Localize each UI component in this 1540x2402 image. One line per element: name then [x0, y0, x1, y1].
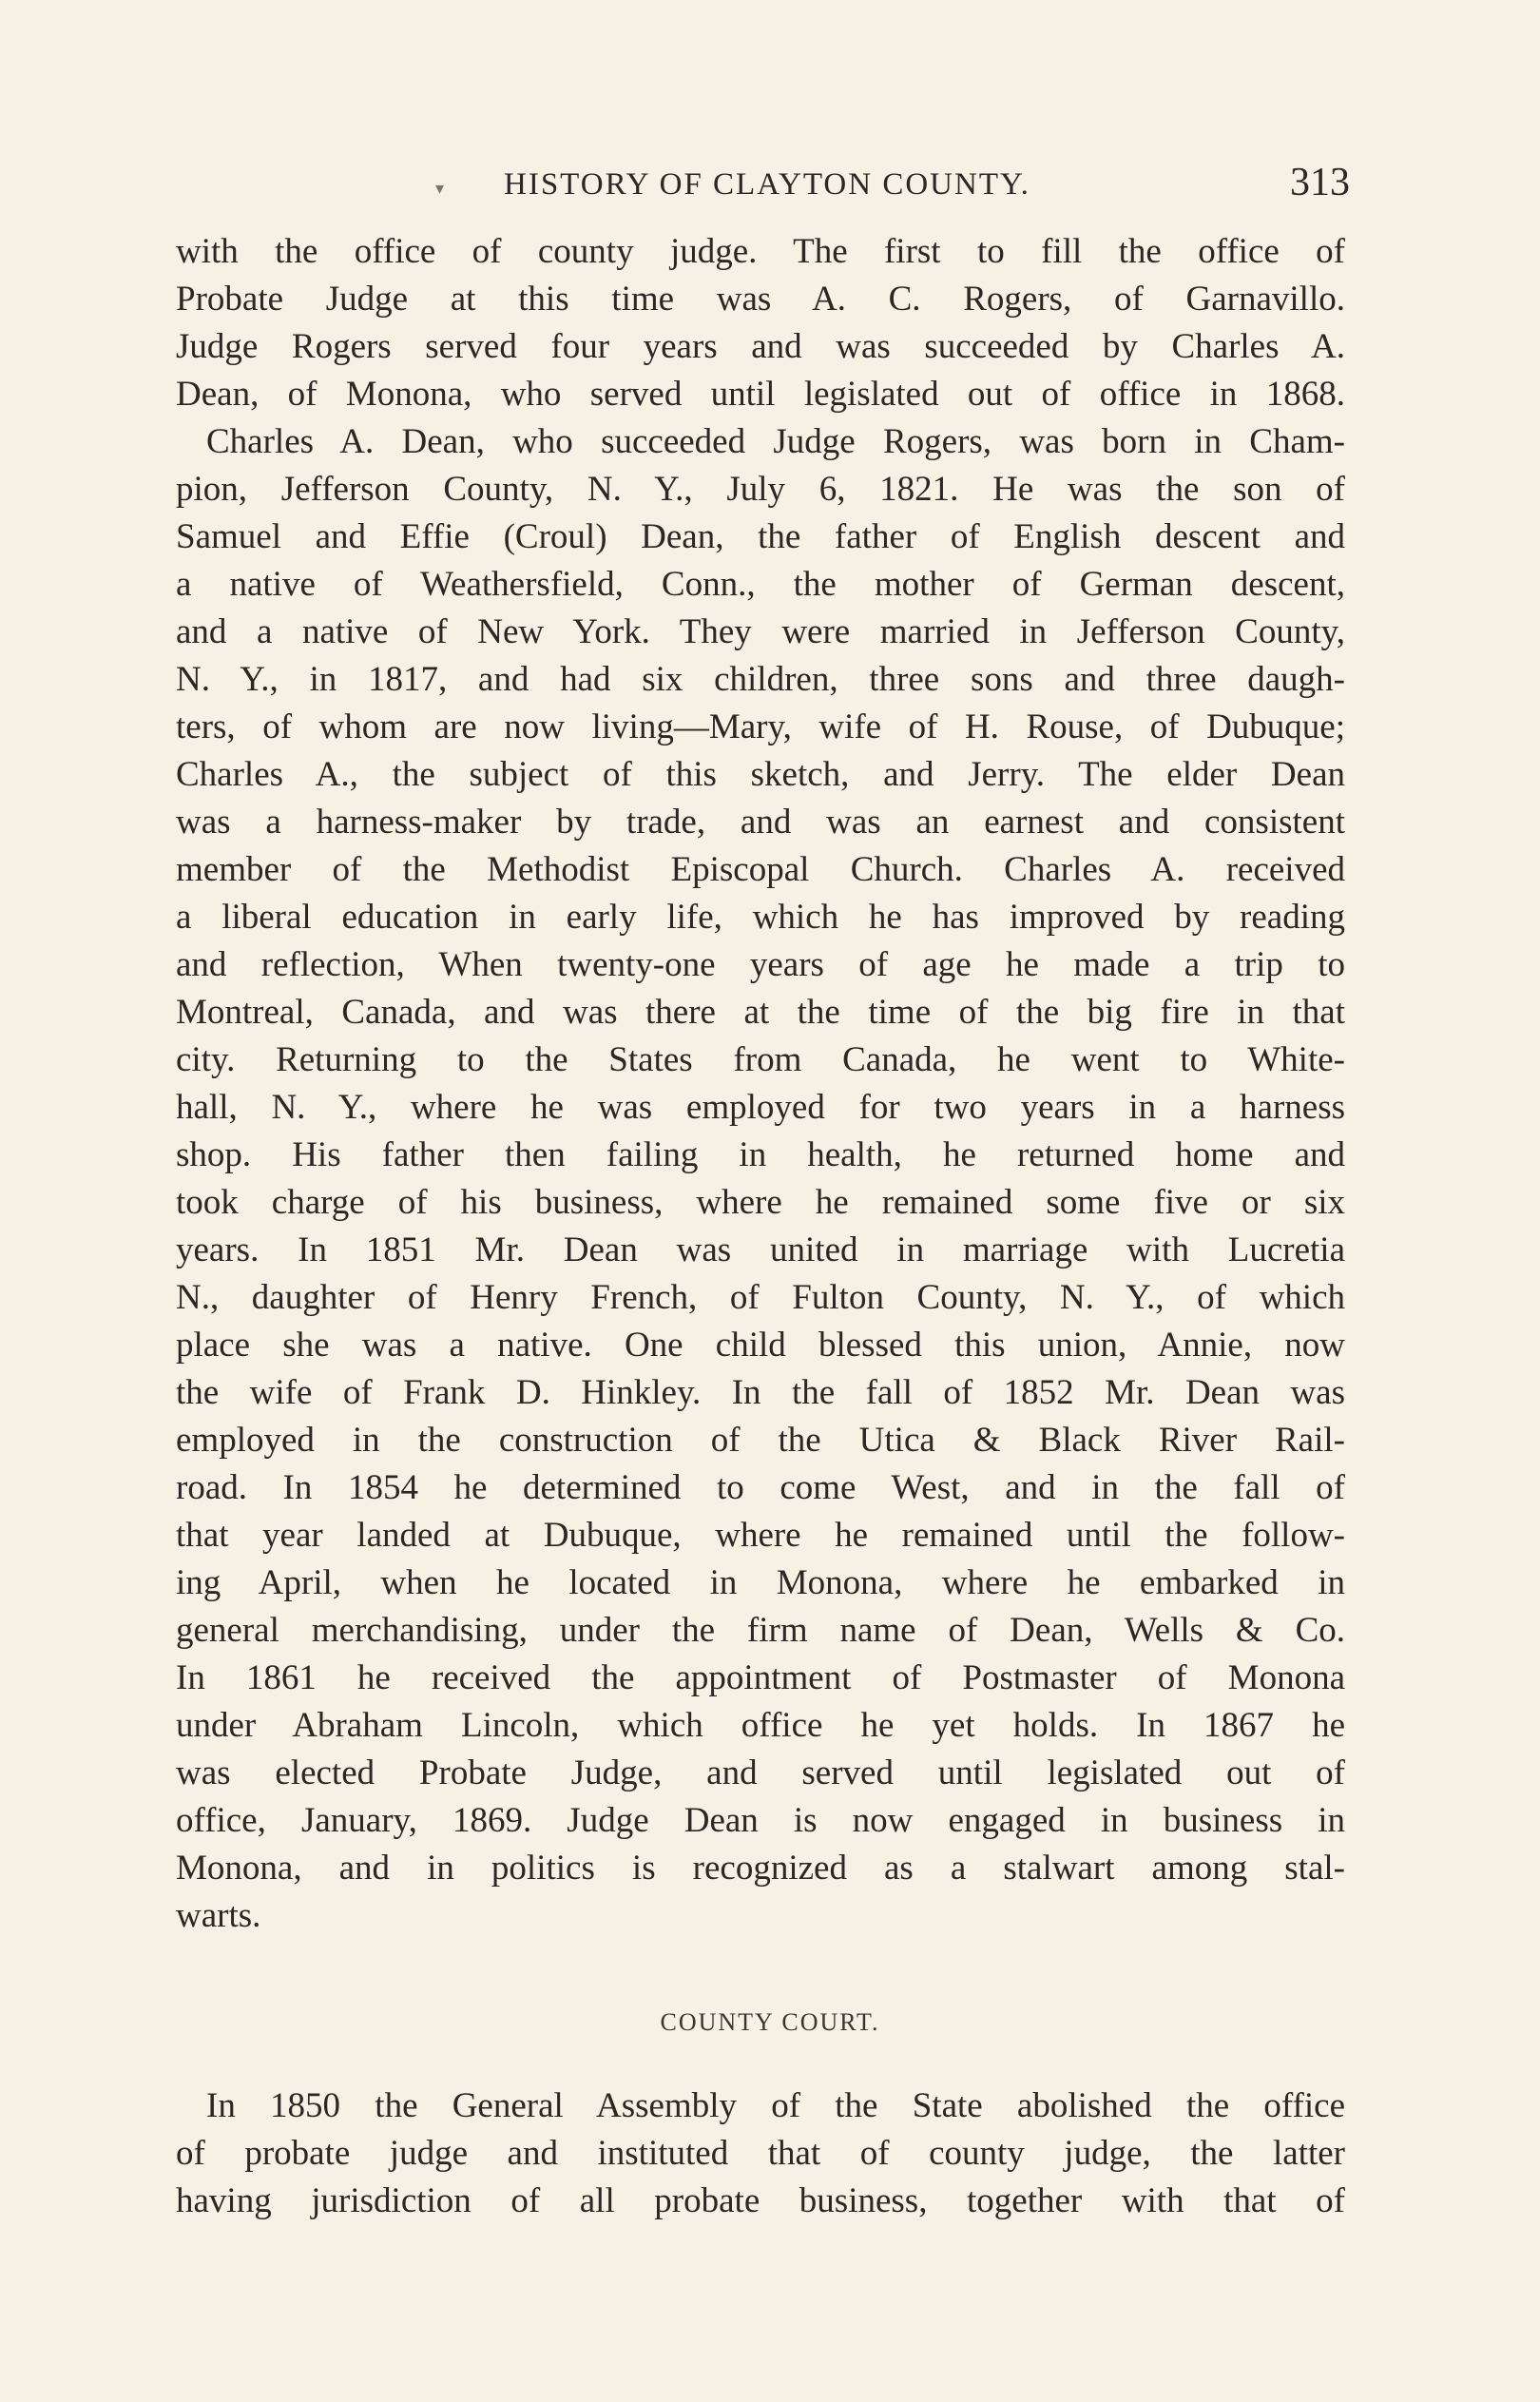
- text-line: In 1850 the General Assembly of the State abolished the office: [206, 2086, 1345, 2125]
- text-line: was elected Probate Judge, and served until legislated out of: [176, 1753, 1345, 1792]
- section-heading-county-court: COUNTY COURT.: [660, 2008, 880, 2036]
- text-line: road. In 1854 he determined to come West, and in the fall of: [176, 1468, 1345, 1507]
- text-line: Montreal, Canada, and was there at the time of the big fire in that: [176, 993, 1345, 1032]
- page-header: [171, 160, 1350, 217]
- paragraph-county-court: [176, 2082, 1345, 2225]
- text-line: Probate Judge at this time was A. C. Rogers, of Garnavillo.: [176, 280, 1345, 319]
- text-line: office, January, 1869. Judge Dean is now engaged in business in: [176, 1801, 1345, 1840]
- text-line: that year landed at Dubuque, where he remained until the follow-: [176, 1516, 1345, 1555]
- text-line: and reflection, When twenty-one years of age he made a trip to: [176, 945, 1345, 984]
- page-number: 313: [1290, 161, 1350, 204]
- text-line: took charge of his business, where he remained some five or six: [176, 1183, 1345, 1222]
- text-line: Charles A., the subject of this sketch, and Jerry. The elder Dean: [176, 755, 1345, 794]
- text-line: place she was a native. One child blessed this union, Annie, now: [176, 1326, 1345, 1365]
- text-line: Judge Rogers served four years and was succeeded by Charles A.: [176, 327, 1345, 366]
- text-line: shop. His father then failing in health, he returned home and: [176, 1135, 1345, 1174]
- text-line: the wife of Frank D. Hinkley. In the fall of 1852 Mr. Dean was: [176, 1373, 1345, 1412]
- text-line: city. Returning to the States from Canada, he went to White-: [176, 1040, 1345, 1079]
- text-line: a native of Weathersfield, Conn., the mother of German descent,: [176, 565, 1345, 604]
- text-line: of probate judge and instituted that of county judge, the latter: [176, 2134, 1345, 2173]
- text-line: Monona, and in politics is recognized as a stalwart among stal-: [176, 1849, 1345, 1888]
- running-title: HISTORY OF CLAYTON COUNTY.: [504, 167, 1030, 202]
- text-line: N., daughter of Henry French, of Fulton County, N. Y., of which: [176, 1278, 1345, 1317]
- text-line: ters, of whom are now living—Mary, wife of H. Rouse, of Dubuque;: [176, 707, 1345, 746]
- print-mark: ▾: [435, 179, 445, 198]
- text-line: with the office of county judge. The first to fill the office of: [176, 232, 1345, 271]
- paragraph-charles-dean-biography: [176, 418, 1345, 1940]
- text-line: In 1861 he received the appointment of Postmaster of Monona: [176, 1658, 1345, 1697]
- text-line: ing April, when he located in Monona, where he embarked in: [176, 1563, 1345, 1602]
- text-line: pion, Jefferson County, N. Y., July 6, 1821. He was the son of: [176, 470, 1345, 509]
- text-line: N. Y., in 1817, and had six children, three sons and three daugh-: [176, 660, 1345, 699]
- text-line: Charles A. Dean, who succeeded Judge Rogers, was born in Cham-: [206, 422, 1345, 461]
- text-line: employed in the construction of the Utica & Black River Rail-: [176, 1421, 1345, 1460]
- text-line: Samuel and Effie (Croul) Dean, the father of English descent and: [176, 517, 1345, 556]
- text-line: under Abraham Lincoln, which office he yet holds. In 1867 he: [176, 1706, 1345, 1745]
- text-line: years. In 1851 Mr. Dean was united in marriage with Lucretia: [176, 1230, 1345, 1269]
- text-line: member of the Methodist Episcopal Church. Charles A. received: [176, 850, 1345, 889]
- text-line: hall, N. Y., where he was employed for two years in a harness: [176, 1088, 1345, 1127]
- text-line: was a harness-maker by trade, and was an earnest and consistent: [176, 803, 1345, 842]
- text-line: warts.: [176, 1896, 261, 1935]
- text-line: and a native of New York. They were married in Jefferson County,: [176, 612, 1345, 651]
- text-line: having jurisdiction of all probate business, together with that of: [176, 2181, 1345, 2220]
- paragraph-probate-judges: [176, 228, 1345, 418]
- text-line: general merchandising, under the firm name of Dean, Wells & Co.: [176, 1611, 1345, 1650]
- text-line: Dean, of Monona, who served until legislated out of office in 1868.: [176, 375, 1345, 414]
- text-line: a liberal education in early life, which he has improved by reading: [176, 898, 1345, 937]
